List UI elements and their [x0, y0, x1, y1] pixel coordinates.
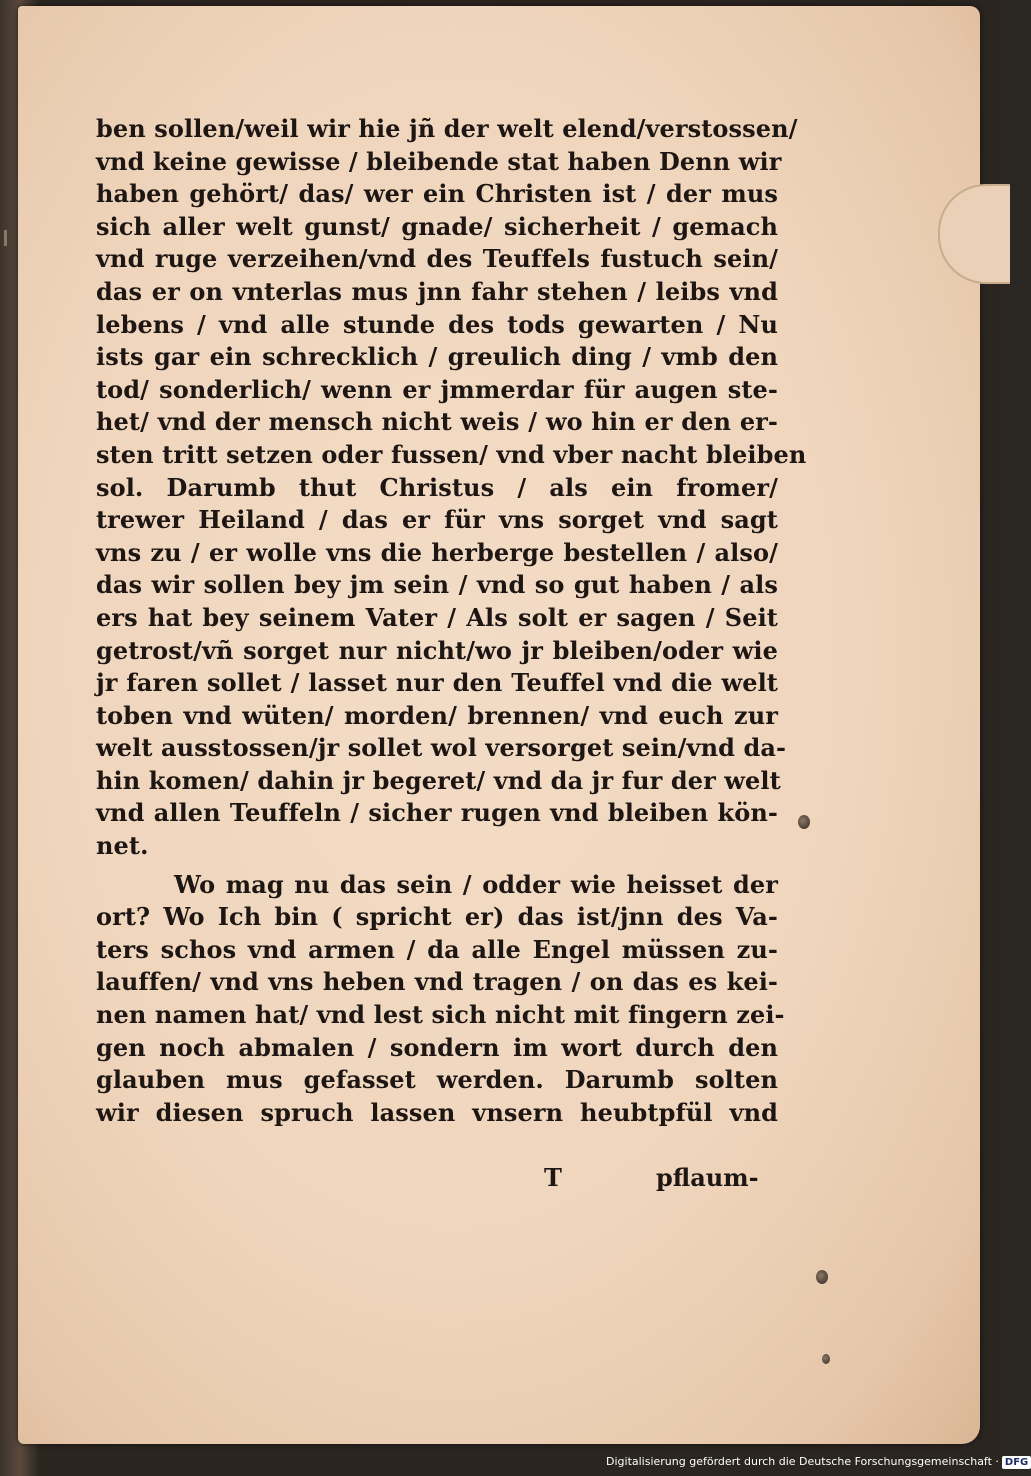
text-line: wir diesen spruch lassen vnsern heubtpfül vnd — [96, 1097, 778, 1127]
text-line: Wo mag nu das sein / odder wie heisset der — [174, 869, 778, 899]
text-line: vnd allen Teuffeln / sicher rugen vnd bleiben kön- — [96, 798, 778, 828]
text-line: lauffen/ vnd vns heben vnd tragen / on das es kei- — [96, 967, 778, 997]
text-line: lebens / vnd alle stunde des tods gewarten / Nu — [96, 309, 778, 339]
text-line: gen noch abmalen / sondern im wort durch den — [96, 1032, 778, 1062]
text-line: hin komen/ dahin jr begeret/ vnd da jr fur der welt — [96, 765, 781, 795]
signature-mark: T — [544, 1163, 562, 1192]
text-line: sol. Darumb thut Christus / als ein fromer/ — [96, 472, 778, 502]
binding-hole — [816, 1270, 828, 1284]
paragraph-1 — [96, 113, 807, 863]
text-line: trewer Heiland / das er für vns sorget vnd sagt — [96, 505, 778, 535]
text-line: sich aller welt gunst/ gnade/ sicherheit / gemach — [96, 211, 778, 241]
text-line: glauben mus gefasset werden. Darumb solten — [96, 1065, 778, 1095]
text-line: ers hat bey seinem Vater / Als solt er sagen / Seit — [96, 602, 778, 632]
binding-hole — [798, 815, 810, 829]
text-line: das wir sollen bey jm sein / vnd so gut haben / als — [96, 570, 778, 600]
digitization-footer — [606, 1453, 1031, 1471]
text-line: ben sollen/weil wir hie jñ der welt elend/verstossen/ — [96, 114, 798, 143]
text-line: net. — [96, 831, 149, 861]
text-line: haben gehört/ das/ wer ein Christen ist / der mus — [96, 179, 778, 209]
text-line: sten tritt setzen oder fussen/ vnd vber nacht bleiben — [96, 439, 807, 469]
binding-hole — [822, 1354, 830, 1364]
text-line: welt ausstossen/jr sollet wol versorget sein/vnd da- — [96, 733, 787, 763]
edge-mark — [4, 230, 7, 246]
text-line: ters schos vnd armen / da alle Engel müssen zu- — [96, 934, 778, 964]
text-line: ort? Wo Ich bin ( spricht er) das ist/jnn des Va- — [96, 902, 778, 932]
page-fold-tab — [938, 184, 1010, 284]
text-line: nen namen hat/ vnd lest sich nicht mit fingern zei- — [96, 1000, 785, 1030]
text-line: het/ vnd der mensch nicht weis / wo hin er den er- — [96, 407, 778, 437]
body-text — [96, 113, 807, 1129]
text-line: ists gar ein schrecklich / greulich ding / vmb den — [96, 342, 778, 372]
text-line: vnd keine gewisse / bleibende stat haben Denn wir — [96, 146, 782, 176]
text-line: getrost/vñ sorget nur nicht/wo jr bleiben/oder wie — [96, 635, 778, 665]
text-line: jr faren sollet / lasset nur den Teuffel vnd die welt — [96, 668, 778, 698]
text-line: tod/ sonderlich/ wenn er jmmerdar für augen ste- — [96, 374, 778, 404]
footer-text: Digitalisierung gefördert durch die Deutsche Forschungsgemeinschaft · — [606, 1455, 999, 1468]
text-line: vns zu / er wolle vns die herberge bestellen / also/ — [96, 537, 778, 567]
catchword: pflaum- — [656, 1163, 759, 1192]
text-line: vnd ruge verzeihen/vnd des Teuffels fustuch sein/ — [96, 244, 778, 274]
paragraph-2 — [96, 869, 785, 1130]
text-line: das er on vnterlas mus jnn fahr stehen / leibs vnd — [96, 276, 778, 306]
text-line: toben vnd wüten/ morden/ brennen/ vnd euch zur — [96, 700, 778, 730]
dfg-logo: DFG — [1002, 1456, 1031, 1469]
